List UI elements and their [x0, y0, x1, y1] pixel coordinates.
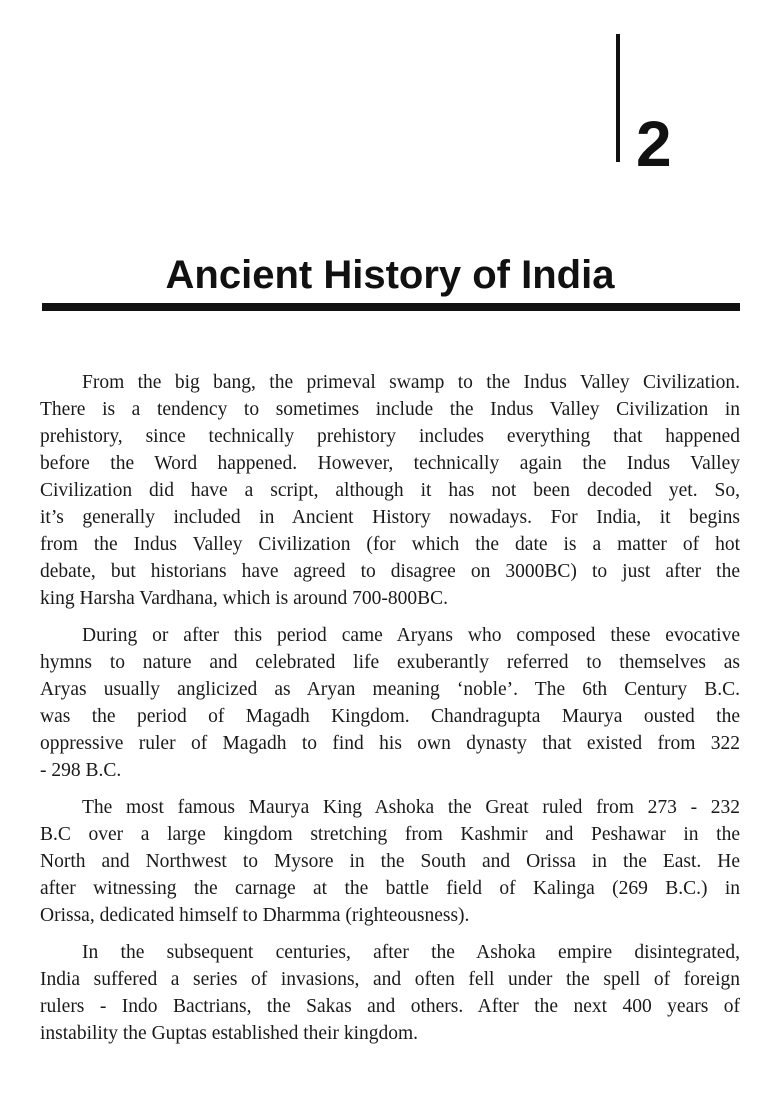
- paragraph: [40, 794, 740, 929]
- text-line: - 298 B.C.: [40, 760, 122, 781]
- text-line: debate, but historians have agreed to disagree on 3000BC) to just after the: [40, 561, 740, 582]
- chapter-body: [40, 369, 740, 1057]
- title-rule: [42, 303, 740, 311]
- text-line: from the Indus Valley Civilization (for which the date is a matter of hot: [40, 534, 740, 555]
- text-line: India suffered a series of invasions, and often fell under the spell of foreign: [40, 969, 740, 990]
- text-line: before the Word happened. However, technically again the Indus Valley: [40, 453, 740, 474]
- paragraph: [40, 939, 740, 1047]
- text-line: king Harsha Vardhana, which is around 700-800BC.: [40, 588, 448, 609]
- text-line: North and Northwest to Mysore in the South and Orissa in the East. He: [40, 851, 740, 872]
- text-line: instability the Guptas established their kingdom.: [40, 1023, 419, 1044]
- paragraph: [40, 369, 740, 612]
- chapter-divider-bar: [616, 34, 620, 162]
- text-line: The most famous Maurya King Ashoka the Great ruled from 273 - 232: [82, 797, 740, 818]
- text-line: In the subsequent centuries, after the Ashoka empire disintegrated,: [82, 942, 740, 963]
- paragraph: [40, 622, 740, 784]
- text-line: hymns to nature and celebrated life exuberantly referred to themselves as: [40, 652, 740, 673]
- text-line: after witnessing the carnage at the battle field of Kalinga (269 B.C.) in: [40, 878, 740, 899]
- text-line: From the big bang, the primeval swamp to the Indus Valley Civilization.: [82, 372, 740, 393]
- text-line: Civilization did have a script, although it has not been decoded yet. So,: [40, 480, 740, 501]
- text-line: There is a tendency to sometimes include the Indus Valley Civilization in: [40, 399, 740, 420]
- text-line: it’s generally included in Ancient History nowadays. For India, it begins: [40, 507, 740, 528]
- text-line: oppressive ruler of Magadh to find his own dynasty that existed from 322: [40, 733, 740, 754]
- text-line: rulers - Indo Bactrians, the Sakas and others. After the next 400 years of: [40, 996, 740, 1017]
- text-line: was the period of Magadh Kingdom. Chandragupta Maurya ousted the: [40, 706, 740, 727]
- text-line: B.C over a large kingdom stretching from Kashmir and Peshawar in the: [40, 824, 740, 845]
- text-line: Orissa, dedicated himself to Dharmma (righteousness).: [40, 905, 470, 926]
- chapter-number: 2: [636, 108, 672, 180]
- text-line: prehistory, since technically prehistory includes everything that happened: [40, 426, 740, 447]
- chapter-title: Ancient History of India: [165, 253, 615, 297]
- text-line: Aryas usually anglicized as Aryan meaning ‘noble’. The 6th Century B.C.: [40, 679, 740, 700]
- text-line: During or after this period came Aryans who composed these evocative: [82, 625, 740, 646]
